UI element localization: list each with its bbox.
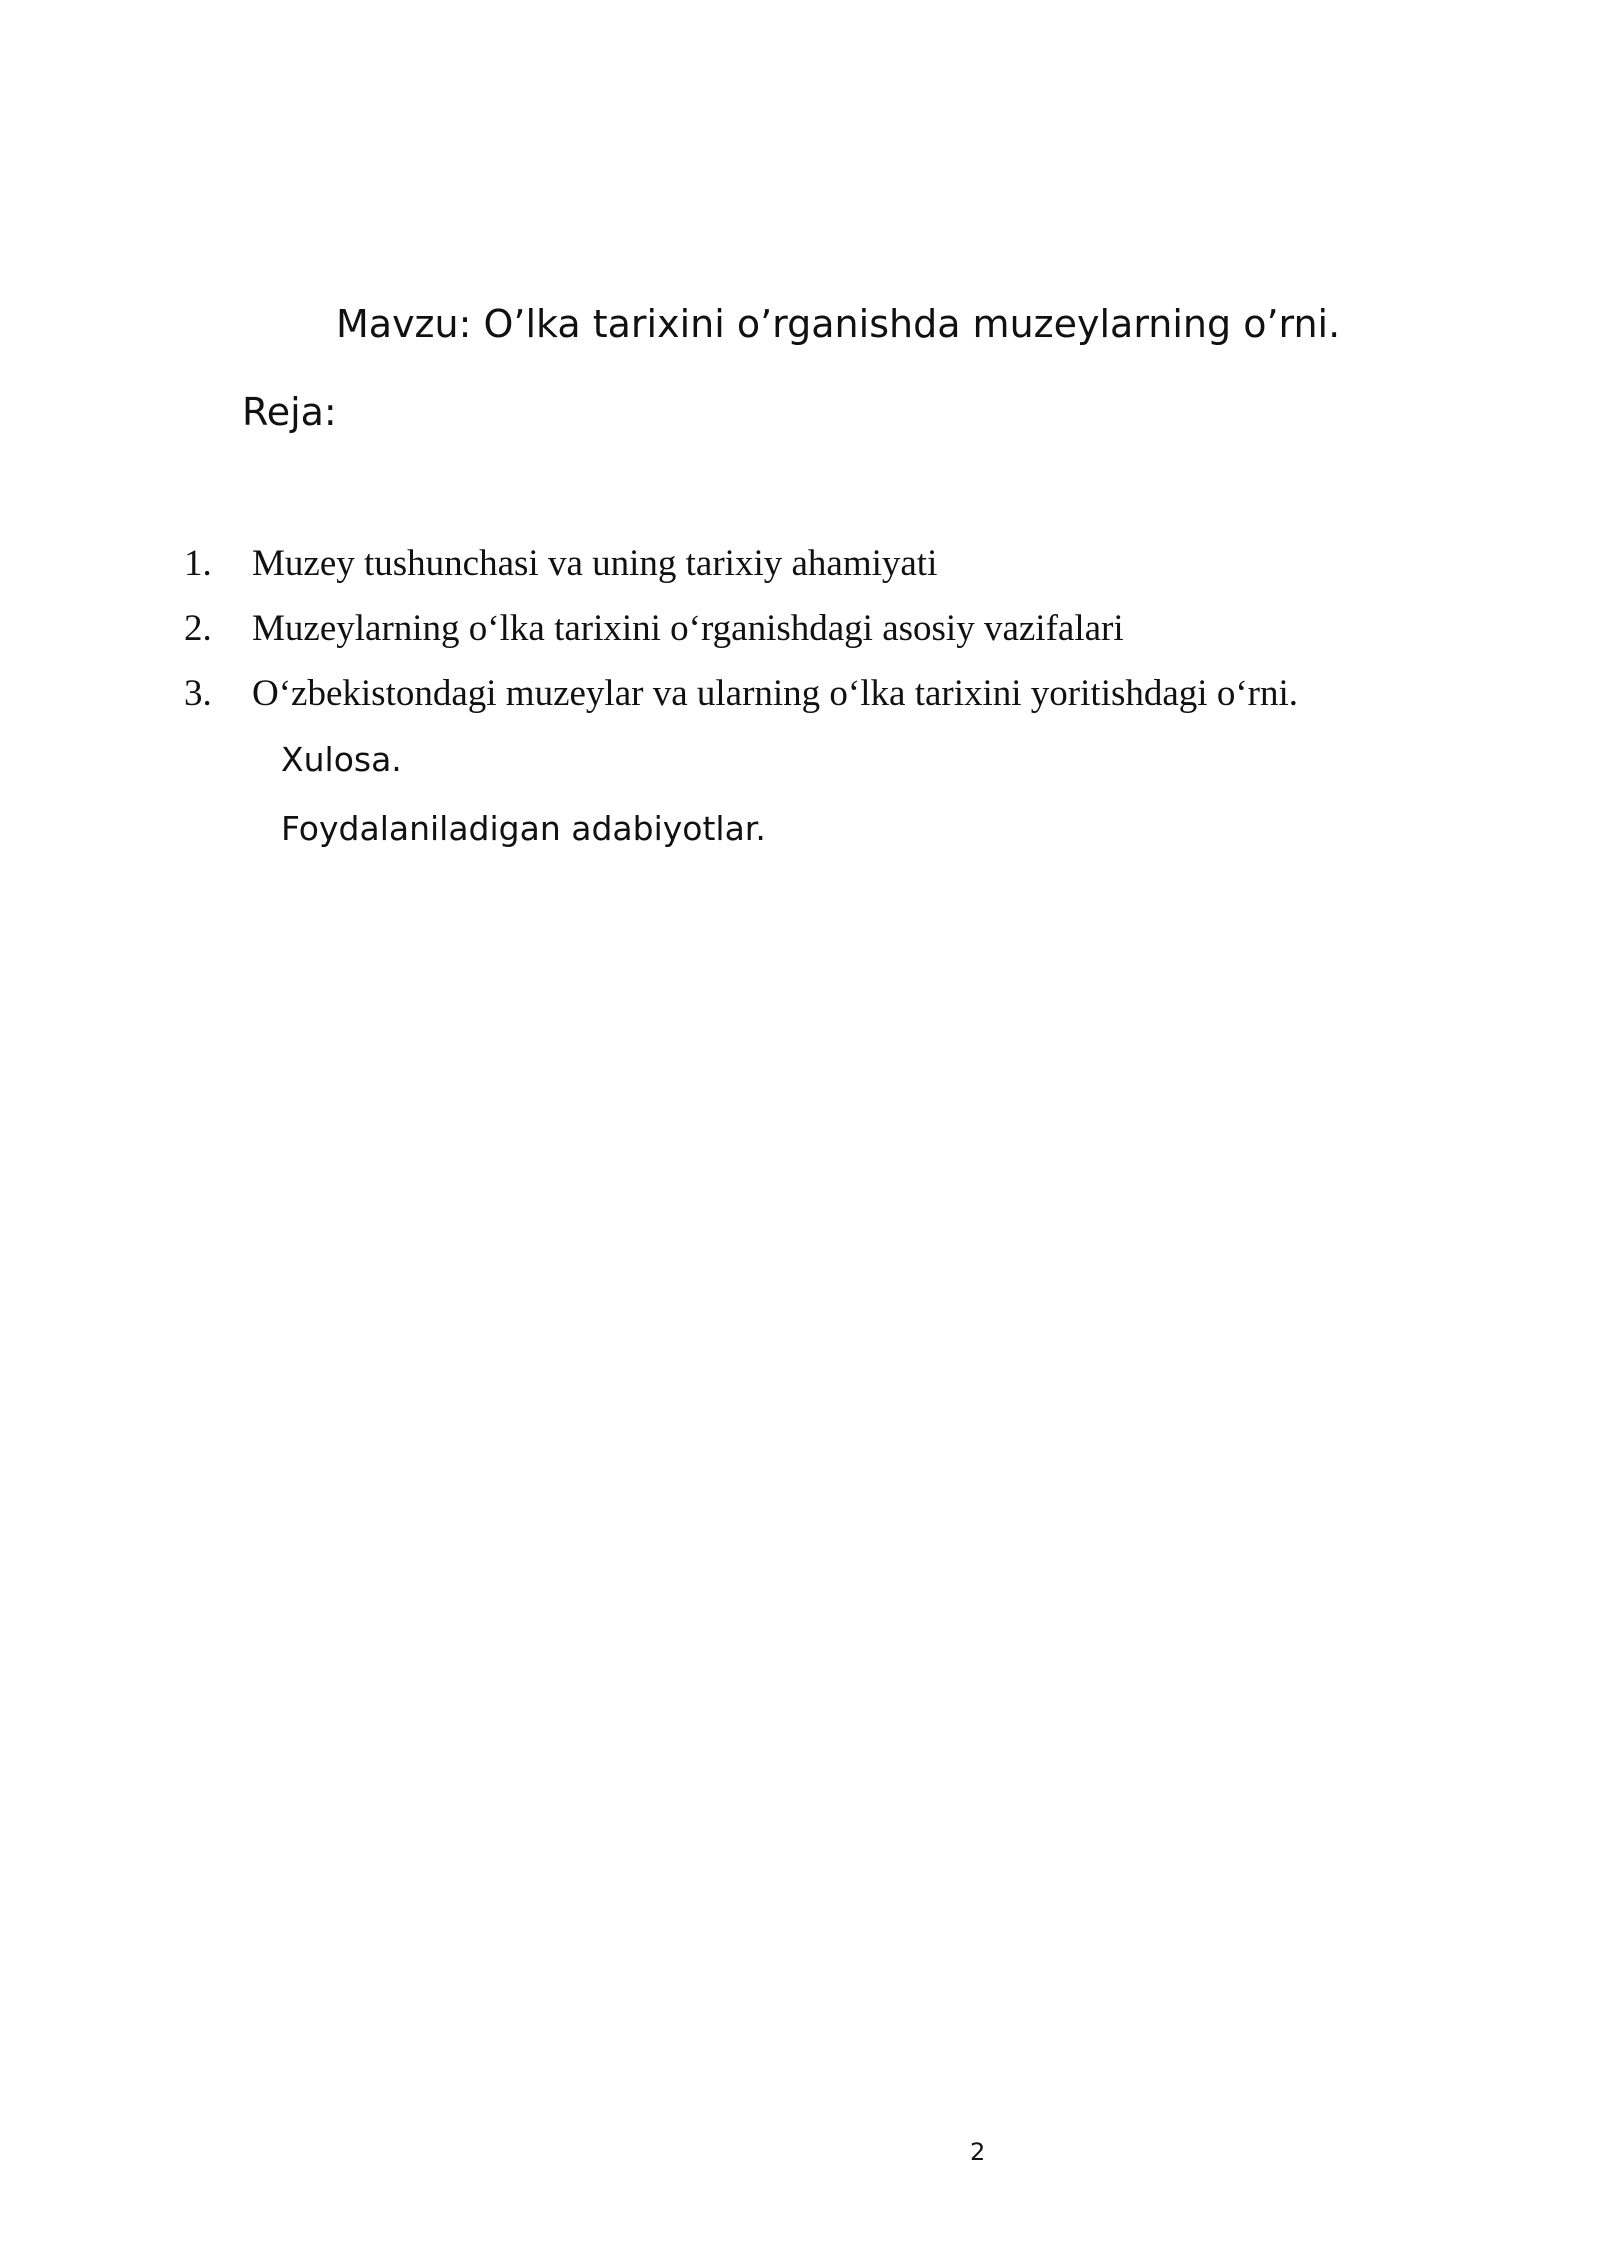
plan-item-number: 1. [184,543,212,584]
page-number: 2 [970,2138,986,2166]
plan-label: Reja: [242,390,337,434]
plan-item-text: Muzeylarning o‘lka tarixini o‘rganishdagi asosiy vazifalari [252,608,1124,649]
plan-item-number: 2. [184,608,212,649]
document-title: Mavzu: O’lka tarixini o’rganishda muzeylarning o’rni. [336,302,1341,346]
plan-item-number: 3. [184,673,212,714]
plan-item [0,603,1600,668]
plan-item [0,538,1600,603]
references-heading: Foydalaniladigan adabiyotlar. [281,809,766,848]
plan-list [0,538,1600,733]
conclusion-heading: Xulosa. [281,740,402,779]
plan-item-text: Muzey tushunchasi va uning tarixiy ahamiyati [252,543,938,584]
plan-item [0,668,1600,733]
plan-item-text: O‘zbekistondagi muzeylar va ularning o‘lka tarixini yoritishdagi o‘rni. [252,673,1298,714]
